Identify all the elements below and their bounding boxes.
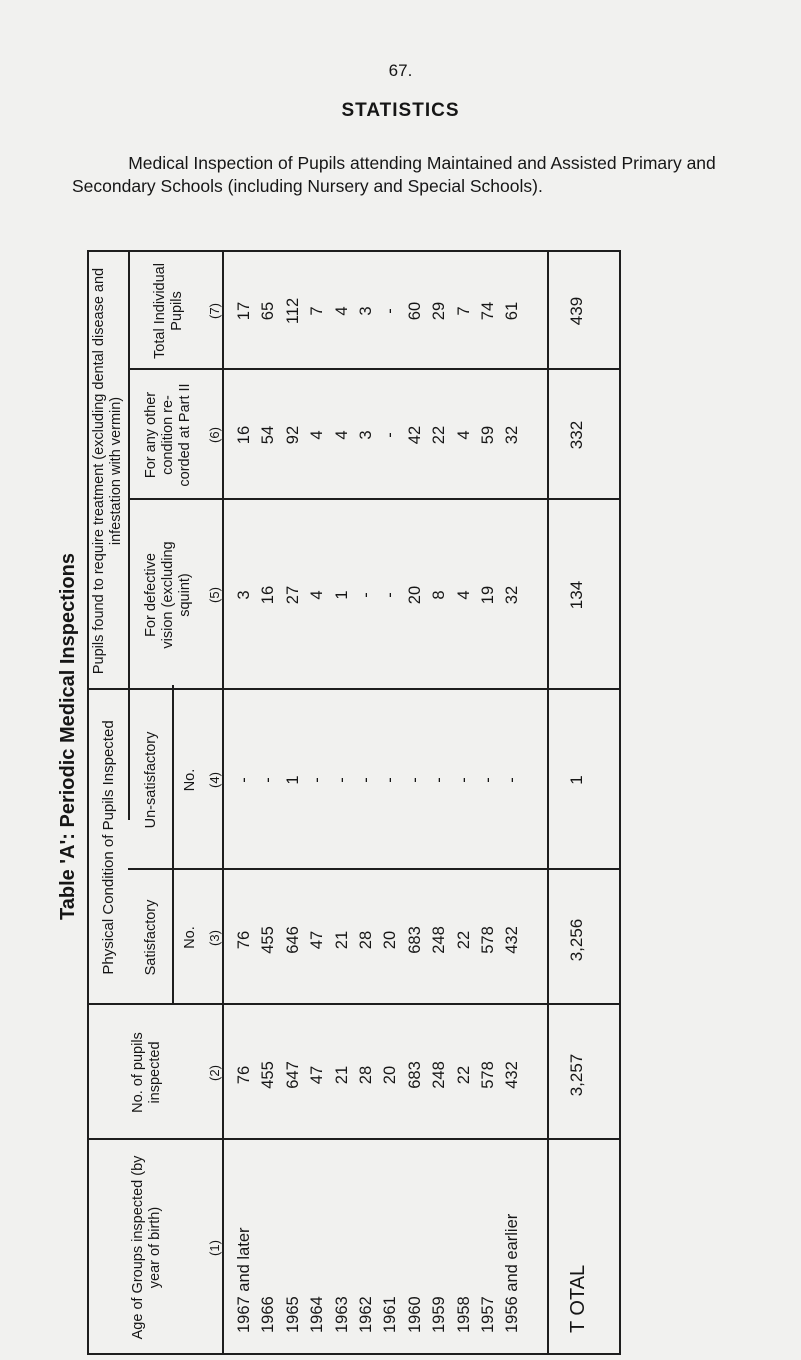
satisfactory-cell: 248 (430, 926, 449, 954)
satisfactory-cell: 20 (381, 930, 400, 950)
page-number: 67. (388, 61, 413, 80)
header-unsatisfactory: Un-satisfactory (142, 731, 159, 829)
other-cell: 59 (478, 425, 497, 445)
satisfactory-cell: 432 (503, 926, 522, 954)
satisfactory-cell: 47 (308, 930, 327, 950)
age-cell: 1963 (332, 1296, 351, 1333)
satisfactory-cell: 646 (283, 926, 302, 954)
vision-cell: 1 (332, 590, 351, 600)
header-no-inspected: No. of pupils inspected (130, 1032, 163, 1113)
header-sat-no: No. (181, 926, 198, 949)
unsatisfactory-cell: - (332, 777, 351, 783)
vision-cell: 8 (430, 590, 449, 600)
total-individual-cell: - (381, 308, 400, 314)
total-individual-cell: 4 (332, 306, 351, 316)
unsatisfactory-cell: - (356, 777, 375, 783)
satisfactory-cell: 22 (454, 930, 473, 950)
unsatisfactory-cell: - (381, 777, 400, 783)
unsatisfactory-cell: - (478, 777, 497, 783)
total-individual-cell: 60 (405, 301, 424, 321)
age-cell: 1957 (478, 1296, 497, 1333)
vision-cell: 27 (283, 585, 302, 605)
unsatisfactory-cell: - (454, 777, 473, 783)
unsatisfactory-cell: - (259, 777, 278, 783)
col-number-7: (7) (207, 303, 222, 319)
col-number-6: (6) (207, 427, 222, 443)
header-physical-condition: Physical Condition of Pupils Inspected (99, 720, 117, 975)
col-number-1: (1) (207, 1240, 222, 1256)
unsatisfactory-cell: - (308, 777, 327, 783)
total-vision: 134 (567, 580, 586, 610)
age-cell: 1959 (430, 1296, 449, 1333)
col-number-4: (4) (207, 772, 222, 788)
inspected-cell: 20 (381, 1065, 400, 1085)
total-individual-cell: 17 (235, 301, 253, 321)
unsatisfactory-cell: - (235, 777, 253, 783)
other-cell: 4 (454, 430, 473, 440)
inspected-cell: 647 (283, 1061, 302, 1089)
other-cell: 32 (503, 425, 522, 445)
rule-total-top (547, 250, 549, 1355)
col-number-5: (5) (207, 587, 222, 603)
total-individual-cell: 112 (283, 297, 302, 325)
vision-cell: - (381, 592, 400, 598)
unsatisfactory-cell: - (503, 777, 522, 783)
age-cell: 1966 (259, 1296, 278, 1333)
total-individual-column (232, 261, 525, 361)
total-other: 332 (567, 420, 586, 450)
rule-header-bottom (222, 250, 224, 1355)
rule-bottom (619, 250, 621, 1355)
satisfactory-cell: 21 (332, 930, 351, 950)
vision-cell: 3 (235, 590, 253, 600)
vision-cell: 4 (308, 590, 327, 600)
unsatisfactory-cell: 1 (283, 775, 302, 785)
inspected-cell: 248 (430, 1061, 449, 1089)
age-cell: 1958 (454, 1296, 473, 1333)
other-cell: 3 (356, 430, 375, 440)
other-cell: 4 (308, 430, 327, 440)
total-individual-total: 439 (567, 296, 586, 326)
satisfactory-cell: 455 (259, 926, 278, 954)
vision-cell: 32 (503, 585, 522, 605)
total-individual-cell: 74 (478, 301, 497, 321)
caption-line-2: Secondary Schools (including Nursery and Special Schools). (72, 176, 543, 196)
age-cell: 1961 (381, 1296, 400, 1333)
col-number-2: (2) (207, 1065, 222, 1081)
other-column (232, 385, 525, 485)
inspected-cell: 47 (308, 1065, 327, 1085)
age-cell: 1964 (308, 1296, 327, 1333)
total-individual-cell: 3 (356, 306, 375, 316)
header-satisfactory: Satisfactory (142, 899, 159, 976)
unsatisfactory-cell: - (430, 777, 449, 783)
age-cell: 1956 and earlier (503, 1213, 522, 1333)
unsatisfactory-column (232, 730, 525, 830)
other-cell: 42 (405, 425, 424, 445)
age-cell: 1960 (405, 1296, 424, 1333)
vision-column (232, 545, 525, 645)
other-cell: - (381, 432, 400, 438)
header-require-treatment: Pupils found to require treatment (excluding dental disease and infestation with vermin) (91, 267, 124, 675)
other-cell: 92 (283, 425, 302, 445)
total-individual-cell: 65 (259, 301, 278, 321)
inspected-cell: 455 (259, 1061, 278, 1089)
inspected-cell: 432 (503, 1061, 522, 1089)
inspected-cell: 683 (405, 1061, 424, 1089)
total-individual-cell: 61 (503, 301, 522, 321)
inspected-cell: 76 (235, 1065, 253, 1085)
vision-cell: 16 (259, 585, 278, 605)
vision-cell: 20 (405, 585, 424, 605)
rotated-statistics-table (52, 250, 627, 1355)
total-inspected: 3,257 (567, 1053, 586, 1097)
inspected-column (232, 1025, 525, 1125)
inspected-cell: 578 (478, 1061, 497, 1089)
total-unsatisfactory: 1 (567, 775, 586, 785)
total-individual-cell: 29 (430, 301, 449, 321)
unsatisfactory-cell: - (405, 777, 424, 783)
vision-cell: - (356, 592, 375, 598)
inspected-cell: 28 (356, 1065, 375, 1085)
other-cell: 22 (430, 425, 449, 445)
total-satisfactory: 3,256 (567, 918, 586, 962)
age-cell: 1962 (356, 1296, 375, 1333)
satisfactory-column (232, 890, 525, 990)
inspected-cell: 22 (454, 1065, 473, 1085)
age-cell: 1967 and later (235, 1227, 253, 1333)
satisfactory-cell: 578 (478, 926, 497, 954)
header-total-individual: Total Individual Pupils (151, 263, 185, 359)
header-unsat-no: No. (181, 768, 198, 792)
satisfactory-cell: 76 (235, 930, 253, 950)
other-cell: 54 (259, 425, 278, 445)
total-individual-cell: 7 (454, 306, 473, 316)
table-caption (72, 152, 772, 198)
other-cell: 16 (235, 425, 253, 445)
table-title: Table 'A': Periodic Medical Inspections (57, 552, 79, 920)
total-label: T OTAL (567, 1264, 589, 1333)
header-defective-vision: For defective vision (excluding squint) (143, 541, 193, 649)
total-individual-cell: 7 (308, 306, 327, 316)
age-column (232, 1143, 525, 1333)
satisfactory-cell: 28 (356, 930, 375, 950)
other-cell: 4 (332, 430, 351, 440)
vision-cell: 4 (454, 590, 473, 600)
header-age: Age of Groups inspected (by year of birth) (130, 1155, 163, 1340)
inspected-cell: 21 (332, 1065, 351, 1085)
vision-cell: 19 (478, 585, 497, 605)
col-number-3: (3) (207, 930, 222, 946)
header-other-condition: For any other condition re-corded at Part II (143, 383, 193, 487)
satisfactory-cell: 683 (405, 926, 424, 954)
caption-line-1: Medical Inspection of Pupils attending Maintained and Assisted Primary and (128, 153, 716, 173)
age-cell: 1965 (283, 1296, 302, 1333)
page-heading: STATISTICS (341, 100, 460, 121)
